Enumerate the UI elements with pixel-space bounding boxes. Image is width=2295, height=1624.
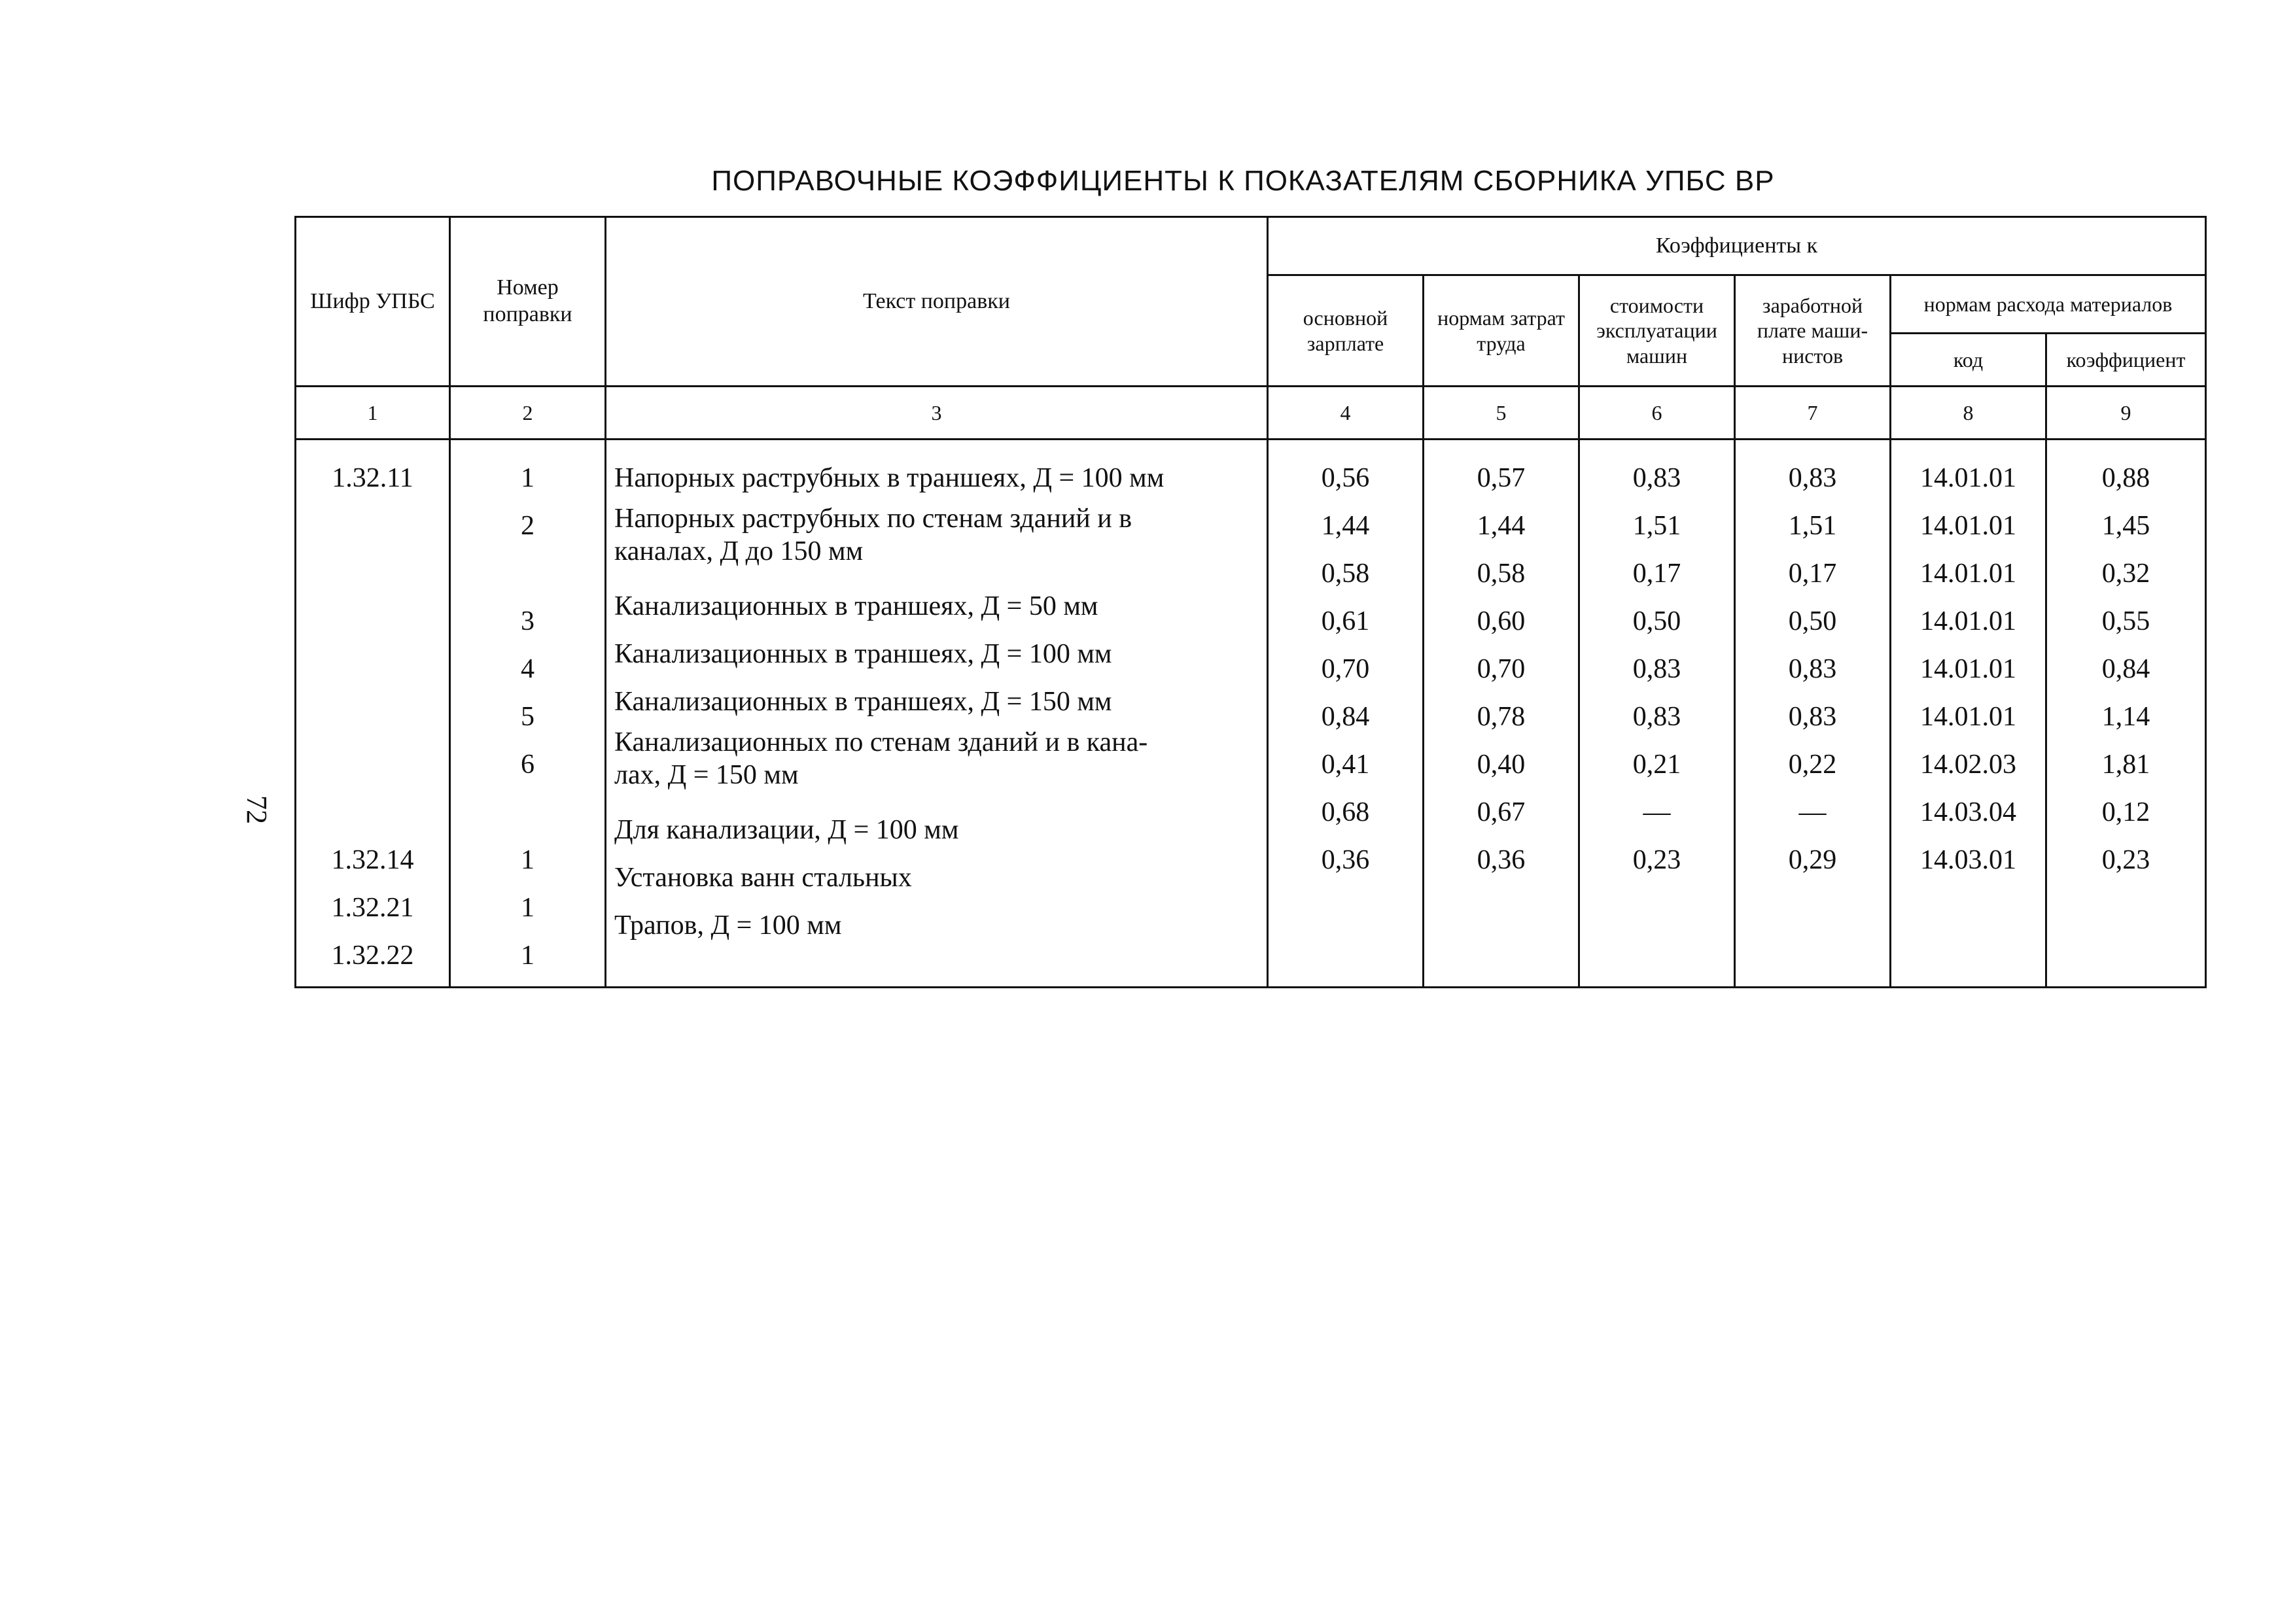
header-machine-cost: стоимости эксплуатации машин xyxy=(1579,275,1735,387)
material-code-cell: 14.03.04 xyxy=(1920,797,2016,827)
code-column xyxy=(296,440,450,988)
amendment-text-column xyxy=(606,440,1268,988)
material-coefficient-column xyxy=(2046,440,2206,988)
labor-norms-cell: 0,57 xyxy=(1477,463,1526,493)
column-number: 8 xyxy=(1891,387,2046,440)
base-salary-cell: 0,68 xyxy=(1321,797,1370,827)
base-salary-cell: 0,41 xyxy=(1321,750,1370,780)
labor-norms-column xyxy=(1424,440,1579,988)
machine-cost-cell: 0,83 xyxy=(1632,654,1681,684)
header-coefficients-group: Коэффициенты к xyxy=(1268,217,2206,275)
labor-norms-cell: 0,58 xyxy=(1477,559,1526,589)
header-amendment-number: Номер поправки xyxy=(450,217,606,387)
machine-cost-cell: 0,83 xyxy=(1632,463,1681,493)
coefficients-table xyxy=(294,216,2207,988)
amendment-number-cell: 5 xyxy=(521,702,534,732)
material-coefficient-cell: 1,81 xyxy=(2101,750,2150,780)
column-number: 5 xyxy=(1424,387,1579,440)
material-code-cell: 14.01.01 xyxy=(1920,606,2016,636)
material-code-cell: 14.01.01 xyxy=(1920,702,2016,732)
column-number: 3 xyxy=(606,387,1268,440)
amendment-number-cell: 4 xyxy=(521,654,534,684)
column-number: 9 xyxy=(2046,387,2206,440)
amendment-number-cell: 6 xyxy=(521,750,534,780)
amendment-text-line: Канализационных в траншеях, Д = 150 мм xyxy=(614,687,1112,717)
amendment-number-cell: 1 xyxy=(521,463,534,493)
header-materials-group: нормам расхода материалов xyxy=(1891,275,2206,334)
machine-cost-column xyxy=(1579,440,1735,988)
material-code-cell: 14.02.03 xyxy=(1920,750,2016,780)
material-code-cell: 14.03.01 xyxy=(1920,845,2016,875)
material-coefficient-cell: 0,84 xyxy=(2101,654,2150,684)
labor-norms-cell: 0,36 xyxy=(1477,845,1526,875)
table-body-row xyxy=(296,440,2206,988)
labor-norms-cell: 0,70 xyxy=(1477,654,1526,684)
material-coefficient-cell: 0,23 xyxy=(2101,845,2150,875)
base-salary-cell: 0,61 xyxy=(1321,606,1370,636)
amendment-text-line: каналах, Д до 150 мм xyxy=(614,536,864,566)
header-labor-norms: нормам затрат труда xyxy=(1424,275,1579,387)
column-number: 2 xyxy=(450,387,606,440)
amendment-text-line: Установка ванн стальных xyxy=(614,863,912,893)
machine-cost-cell: 0,17 xyxy=(1632,559,1681,589)
labor-norms-cell: 0,78 xyxy=(1477,702,1526,732)
page-number: 72 xyxy=(241,795,273,824)
material-code-column xyxy=(1891,440,2046,988)
labor-norms-cell: 1,44 xyxy=(1477,511,1526,541)
material-coefficient-cell: 1,45 xyxy=(2101,511,2150,541)
header-material-code: код xyxy=(1891,334,2046,387)
labor-norms-cell: 0,40 xyxy=(1477,750,1526,780)
operator-wages-cell: 0,83 xyxy=(1788,463,1837,493)
amendment-text-line: Канализационных в траншеях, Д = 100 мм xyxy=(614,639,1112,669)
amendment-text-line: Канализационных в траншеях, Д = 50 мм xyxy=(614,591,1098,621)
operator-wages-cell: 0,83 xyxy=(1788,654,1837,684)
amendment-text-line: Напорных раструбных в траншеях, Д = 100 мм xyxy=(614,463,1165,493)
column-number: 4 xyxy=(1268,387,1424,440)
header-material-coefficient: коэффициент xyxy=(2046,334,2206,387)
amendment-number-column xyxy=(450,440,606,988)
base-salary-cell: 0,36 xyxy=(1321,845,1370,875)
column-number: 7 xyxy=(1735,387,1891,440)
base-salary-column xyxy=(1268,440,1424,988)
amendment-number-cell: 1 xyxy=(521,893,534,923)
base-salary-cell: 0,58 xyxy=(1321,559,1370,589)
material-code-cell: 14.01.01 xyxy=(1920,654,2016,684)
machine-cost-cell: 0,83 xyxy=(1632,702,1681,732)
code-cell xyxy=(296,550,449,598)
amendment-text-line: лах, Д = 150 мм xyxy=(614,760,799,790)
amendment-text-line: Напорных раструбных по стенам зданий и в xyxy=(614,504,1132,534)
amendment-number-cell: 2 xyxy=(521,511,534,541)
amendment-number-cell xyxy=(451,789,604,837)
operator-wages-cell: 0,83 xyxy=(1788,702,1837,732)
code-cell xyxy=(296,502,449,550)
operator-wages-cell: 0,50 xyxy=(1788,606,1837,636)
code-cell: 1.32.22 xyxy=(331,941,414,971)
code-cell: 1.32.21 xyxy=(331,893,414,923)
labor-norms-cell: 0,60 xyxy=(1477,606,1526,636)
material-coefficient-cell: 0,12 xyxy=(2101,797,2150,827)
material-coefficient-cell: 1,14 xyxy=(2101,702,2150,732)
operator-wages-cell: 0,29 xyxy=(1788,845,1837,875)
operator-wages-cell: 0,17 xyxy=(1788,559,1837,589)
material-coefficient-cell: 0,88 xyxy=(2101,463,2150,493)
amendment-text-line: Трапов, Д = 100 мм xyxy=(614,910,842,941)
base-salary-cell: 1,44 xyxy=(1321,511,1370,541)
machine-cost-cell: 1,51 xyxy=(1632,511,1681,541)
column-number: 1 xyxy=(296,387,450,440)
code-cell: 1.32.11 xyxy=(332,463,413,493)
code-cell xyxy=(296,598,449,646)
operator-wages-cell: 0,22 xyxy=(1788,750,1837,780)
material-code-cell: 14.01.01 xyxy=(1920,559,2016,589)
base-salary-cell: 0,70 xyxy=(1321,654,1370,684)
code-cell: 1.32.14 xyxy=(331,845,414,875)
amendment-text-line: Канализационных по стенам зданий и в кана- xyxy=(614,727,1148,757)
labor-norms-cell: 0,67 xyxy=(1477,797,1526,827)
base-salary-cell: 0,56 xyxy=(1321,463,1370,493)
machine-cost-cell: 0,23 xyxy=(1632,845,1681,875)
column-number: 6 xyxy=(1579,387,1735,440)
page-title: ПОПРАВОЧНЫЕ КОЭФФИЦИЕНТЫ К ПОКАЗАТЕЛЯМ СБОРНИКА УПБС ВР xyxy=(711,165,1775,197)
machine-cost-cell: 0,50 xyxy=(1632,606,1681,636)
amendment-number-cell: 1 xyxy=(521,941,534,971)
base-salary-cell: 0,84 xyxy=(1321,702,1370,732)
machine-cost-cell: 0,21 xyxy=(1632,750,1681,780)
operator-wages-cell: 1,51 xyxy=(1788,511,1837,541)
header-code: Шифр УПБС xyxy=(296,217,450,387)
operator-wages-cell: — xyxy=(1798,797,1827,827)
material-coefficient-cell: 0,32 xyxy=(2101,559,2150,589)
column-number-row xyxy=(296,387,2206,440)
header-base-salary: основной зарплате xyxy=(1268,275,1424,387)
header-operator-wages: заработной плате маши- нистов xyxy=(1735,275,1891,387)
code-cell xyxy=(296,741,449,789)
material-code-cell: 14.01.01 xyxy=(1920,511,2016,541)
operator-wages-column xyxy=(1735,440,1891,988)
amendment-text-line: Для канализации, Д = 100 мм xyxy=(614,815,959,845)
material-code-cell: 14.01.01 xyxy=(1920,463,2016,493)
code-cell xyxy=(296,693,449,741)
amendment-number-cell xyxy=(451,550,604,598)
machine-cost-cell: — xyxy=(1643,797,1671,827)
code-cell xyxy=(296,789,449,837)
code-cell xyxy=(296,646,449,693)
amendment-number-cell: 3 xyxy=(521,606,534,636)
header-amendment-text: Текст поправки xyxy=(606,217,1268,387)
amendment-number-cell: 1 xyxy=(521,845,534,875)
material-coefficient-cell: 0,55 xyxy=(2101,606,2150,636)
